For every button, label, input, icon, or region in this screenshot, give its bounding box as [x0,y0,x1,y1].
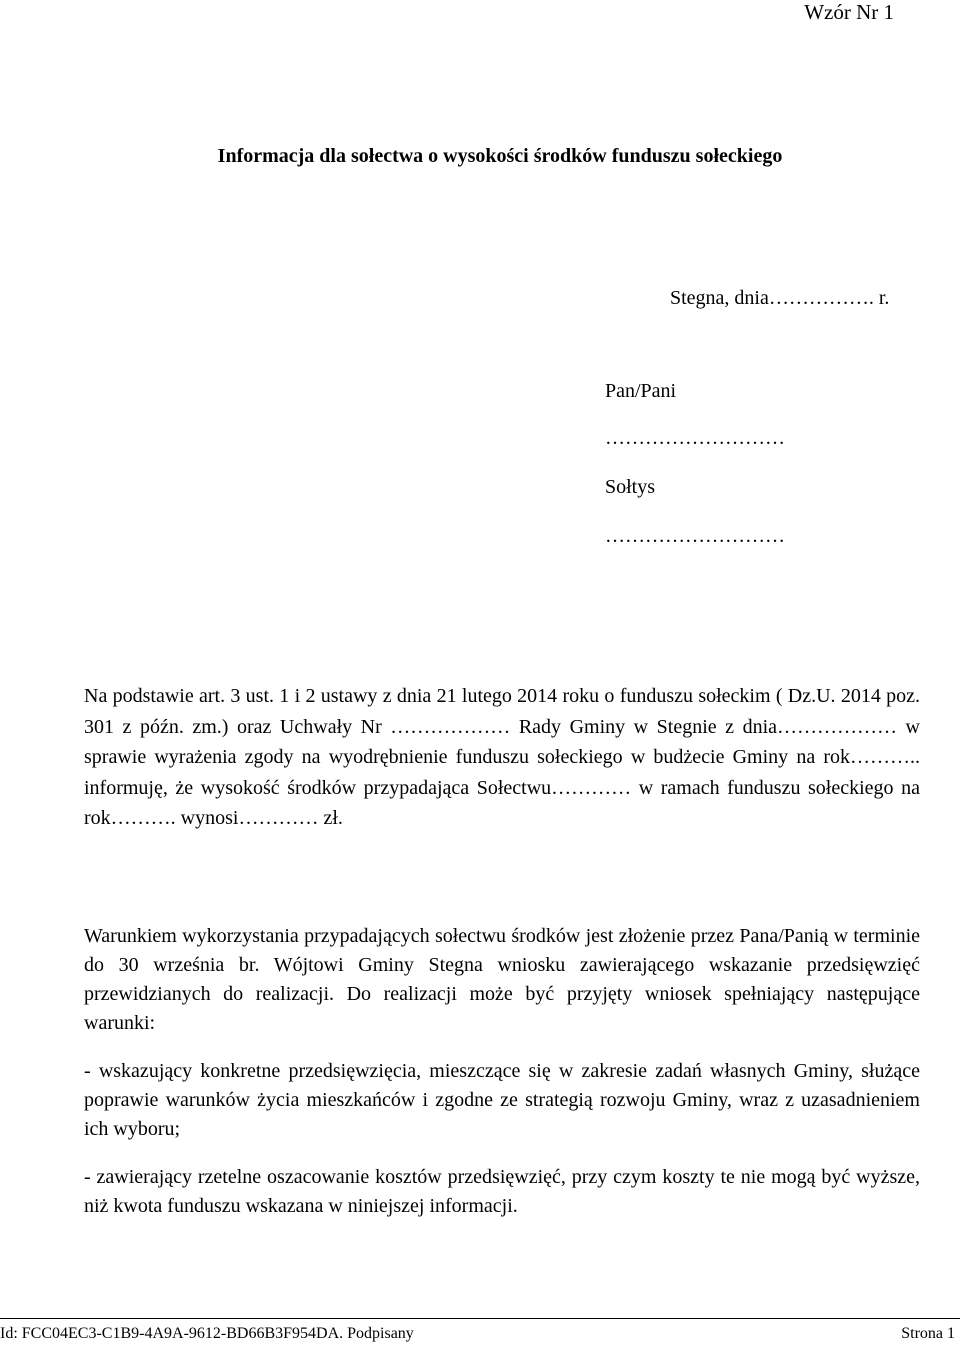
recipient-role: Sołtys [605,476,656,498]
footer-document-id: Id: FCC04EC3-C1B9-4A9A-9612-BD66B3F954DA. Podpisany [0,1325,414,1342]
footer-page-number: Strona 1 [901,1325,955,1342]
recipient-name-placeholder: ……………………… [605,427,785,449]
paragraph-conditions: Warunkiem wykorzystania przypadających sołectwu środków jest złożenie przez Pana/Panią w terminie do 30 września br. Wójtowi Gminy Stegna wniosku zawierającego wskazanie przedsięwzięć przewidzianych do realizacji. Do realizacji może być przyjęty wniosek spełniający następujące warunki: [84,925,920,1034]
form-number: Wzór Nr 1 [804,0,894,24]
paragraph-requirement-1: - wskazujący konkretne przedsięwzięcia, mieszczące się w zakresie zadań własnych Gminy, służące poprawie warunków życia mieszkańców i zgodne ze strategią rozwoju Gminy, wraz z uzasadnieniem ich wyboru; [84,1060,920,1140]
recipient-village-placeholder: ……………………… [605,525,785,547]
recipient-label: Pan/Pani [605,380,677,402]
paragraph-requirement-2: - zawierający rzetelne oszacowanie kosztów przedsięwzięć, przy czym koszty te nie mogą być wyższe, niż kwota funduszu wskazana w niniejszej informacji. [84,1166,920,1217]
document-title: Informacja dla sołectwa o wysokości środków funduszu sołeckiego [217,145,783,167]
footer-divider [0,1318,960,1319]
paragraph-legal-basis: Na podstawie art. 3 ust. 1 i 2 ustawy z dnia 21 lutego 2014 roku o funduszu sołeckim ( Dz.U. 2014 poz. 301 z późn. zm.) oraz Uchwały Nr ……………… Rady Gminy w Stegnie z dnia……………… w sprawie wyrażenia zgody na wyodrębnienie funduszu sołeckiego w budżecie Gminy na rok……….. informuję, że wysokość środków przypadająca Sołectwu………… w ramach funduszu sołeckiego na rok………. wynosi………… zł. [84,685,920,829]
place-date-line: Stegna, dnia……………. r. [670,287,890,309]
